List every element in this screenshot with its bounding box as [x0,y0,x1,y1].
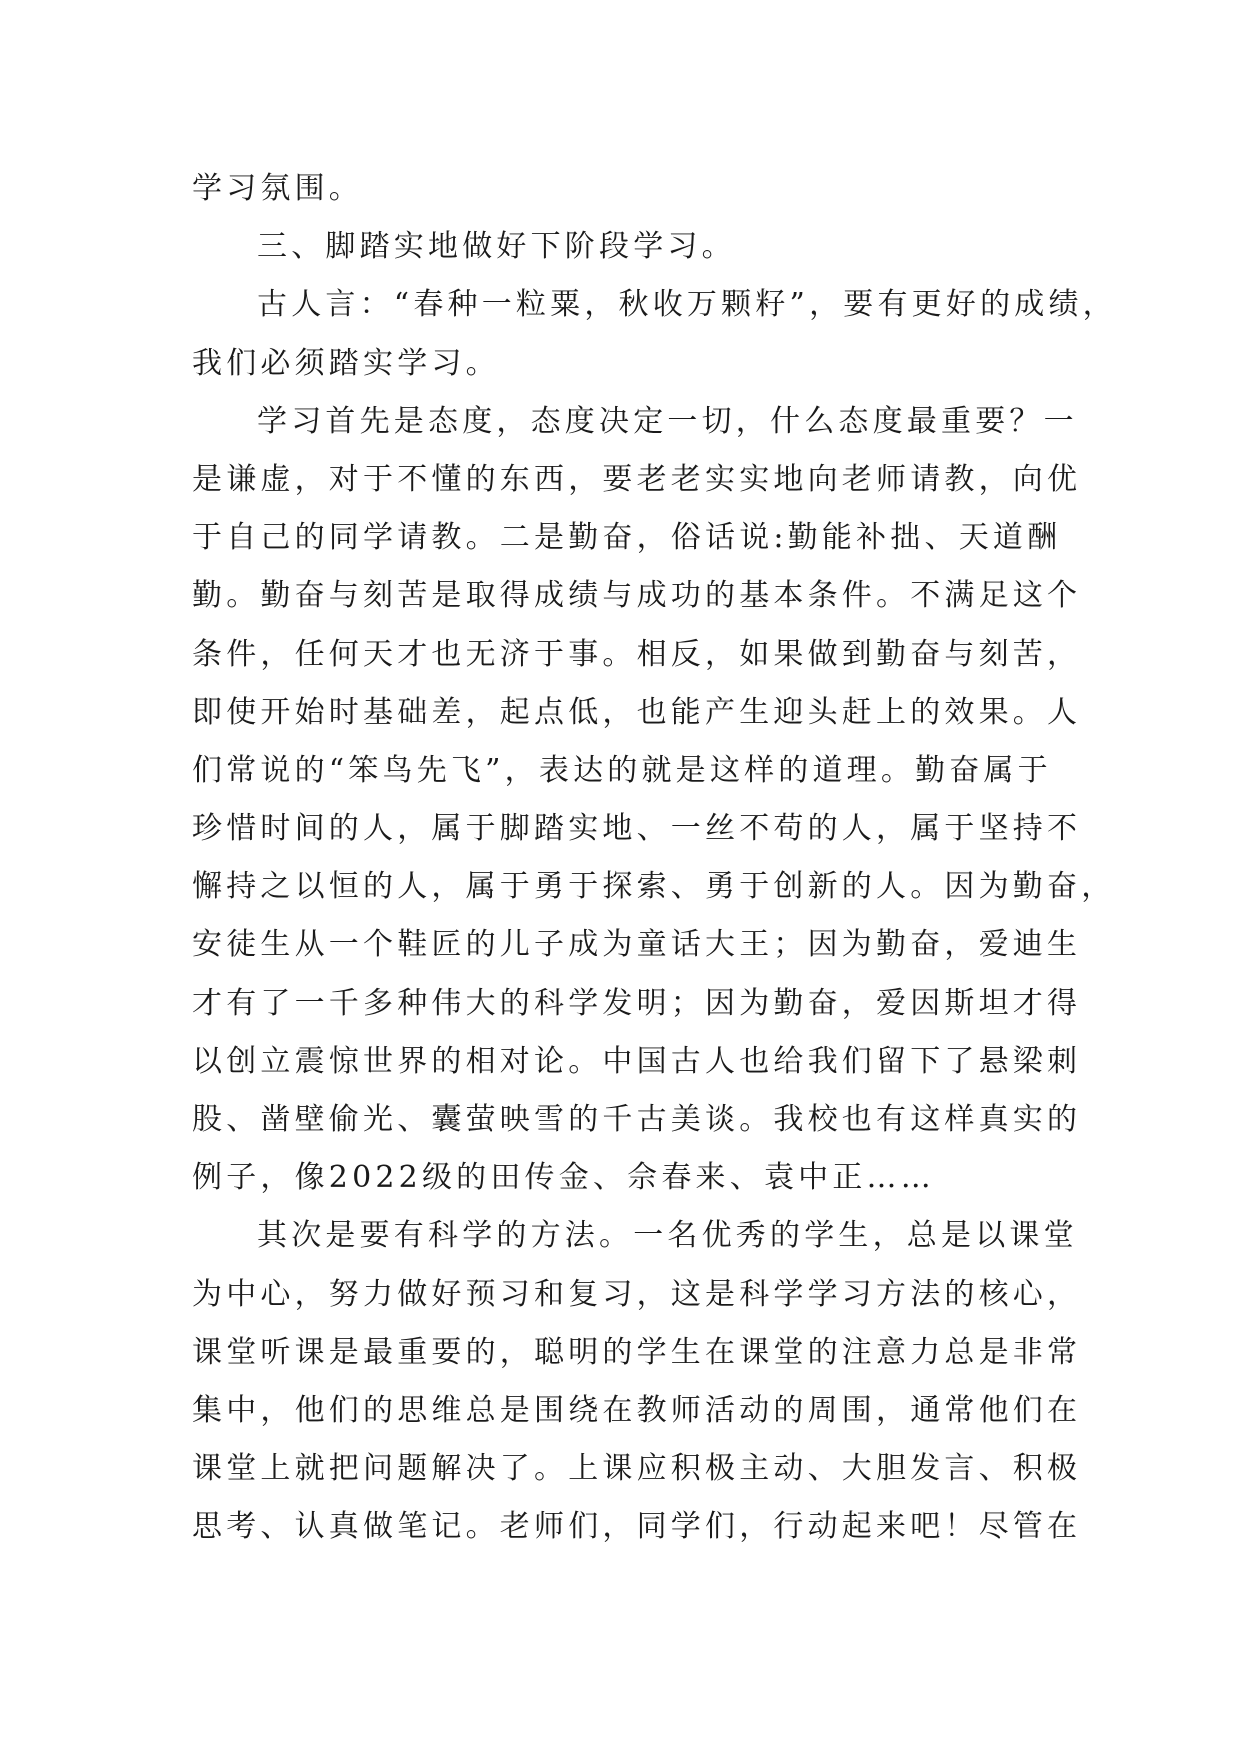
text-line: 是谦虚，对于不懂的东西，要老老实实地向老师请教，向优 [192,461,1082,497]
text-line: 古人言：“春种一粒粟，秋收万颗籽”，要有更好的成绩， [257,287,1117,323]
text-line: 股、凿壁偷光、囊萤映雪的千古美谈。我校也有这样真实的 [192,1102,1082,1137]
text-line: 安徒生从一个鞋匠的儿子成为童话大王；因为勤奋，爱迪生 [192,927,1082,963]
text-line: 们常说的“笨鸟先飞”，表达的就是这样的道理。勤奋属于 [192,752,1052,788]
text-line: 其次是要有科学的方法。一名优秀的学生，总是以课堂 [257,1218,1078,1254]
body-text [192,160,1117,1557]
text-line: 勤。勤奋与刻苦是取得成绩与成功的基本条件。不满足这个 [192,578,1082,614]
text-line: 于自己的同学请教。二是勤奋，俗话说:勤能补拙、天道酬 [192,520,1062,556]
text-line: 集中，他们的思维总是围绕在教师活动的周围，通常他们在 [192,1392,1082,1428]
text-line: 条件，任何天才也无济于事。相反，如果做到勤奋与刻苦， [192,636,1082,672]
text-line: 为中心，努力做好预习和复习，这是科学学习方法的核心， [192,1276,1082,1312]
text-line: 思考、认真做笔记。老师们，同学们，行动起来吧！尽管在 [192,1509,1082,1545]
text-line: 才有了一千多种伟大的科学发明；因为勤奋，爱因斯坦才得 [192,985,1082,1021]
text-line: 三、脚踏实地做好下阶段学习。 [257,229,736,265]
text-line: 课堂上就把问题解决了。上课应积极主动、大胆发言、积极 [192,1451,1082,1487]
text-line: 例子，像2022级的田传金、佘春来、袁中正…… [192,1160,935,1196]
text-line: 以创立震惊世界的相对论。中国古人也给我们留下了悬梁刺 [192,1043,1082,1079]
text-line: 我们必须踏实学习。 [192,345,500,381]
text-line: 懈持之以恒的人，属于勇于探索、勇于创新的人。因为勤奋， [192,869,1116,905]
text-line: 珍惜时间的人，属于脚踏实地、一丝不苟的人，属于坚持不 [192,811,1082,847]
text-line: 学习首先是态度，态度决定一切，什么态度最重要？一 [257,403,1078,439]
text-line: 课堂听课是最重要的，聪明的学生在课堂的注意力总是非常 [192,1334,1082,1370]
text-line: 即使开始时基础差，起点低，也能产生迎头赶上的效果。人 [192,694,1082,730]
text-line: 学习氛围。 [192,171,363,206]
